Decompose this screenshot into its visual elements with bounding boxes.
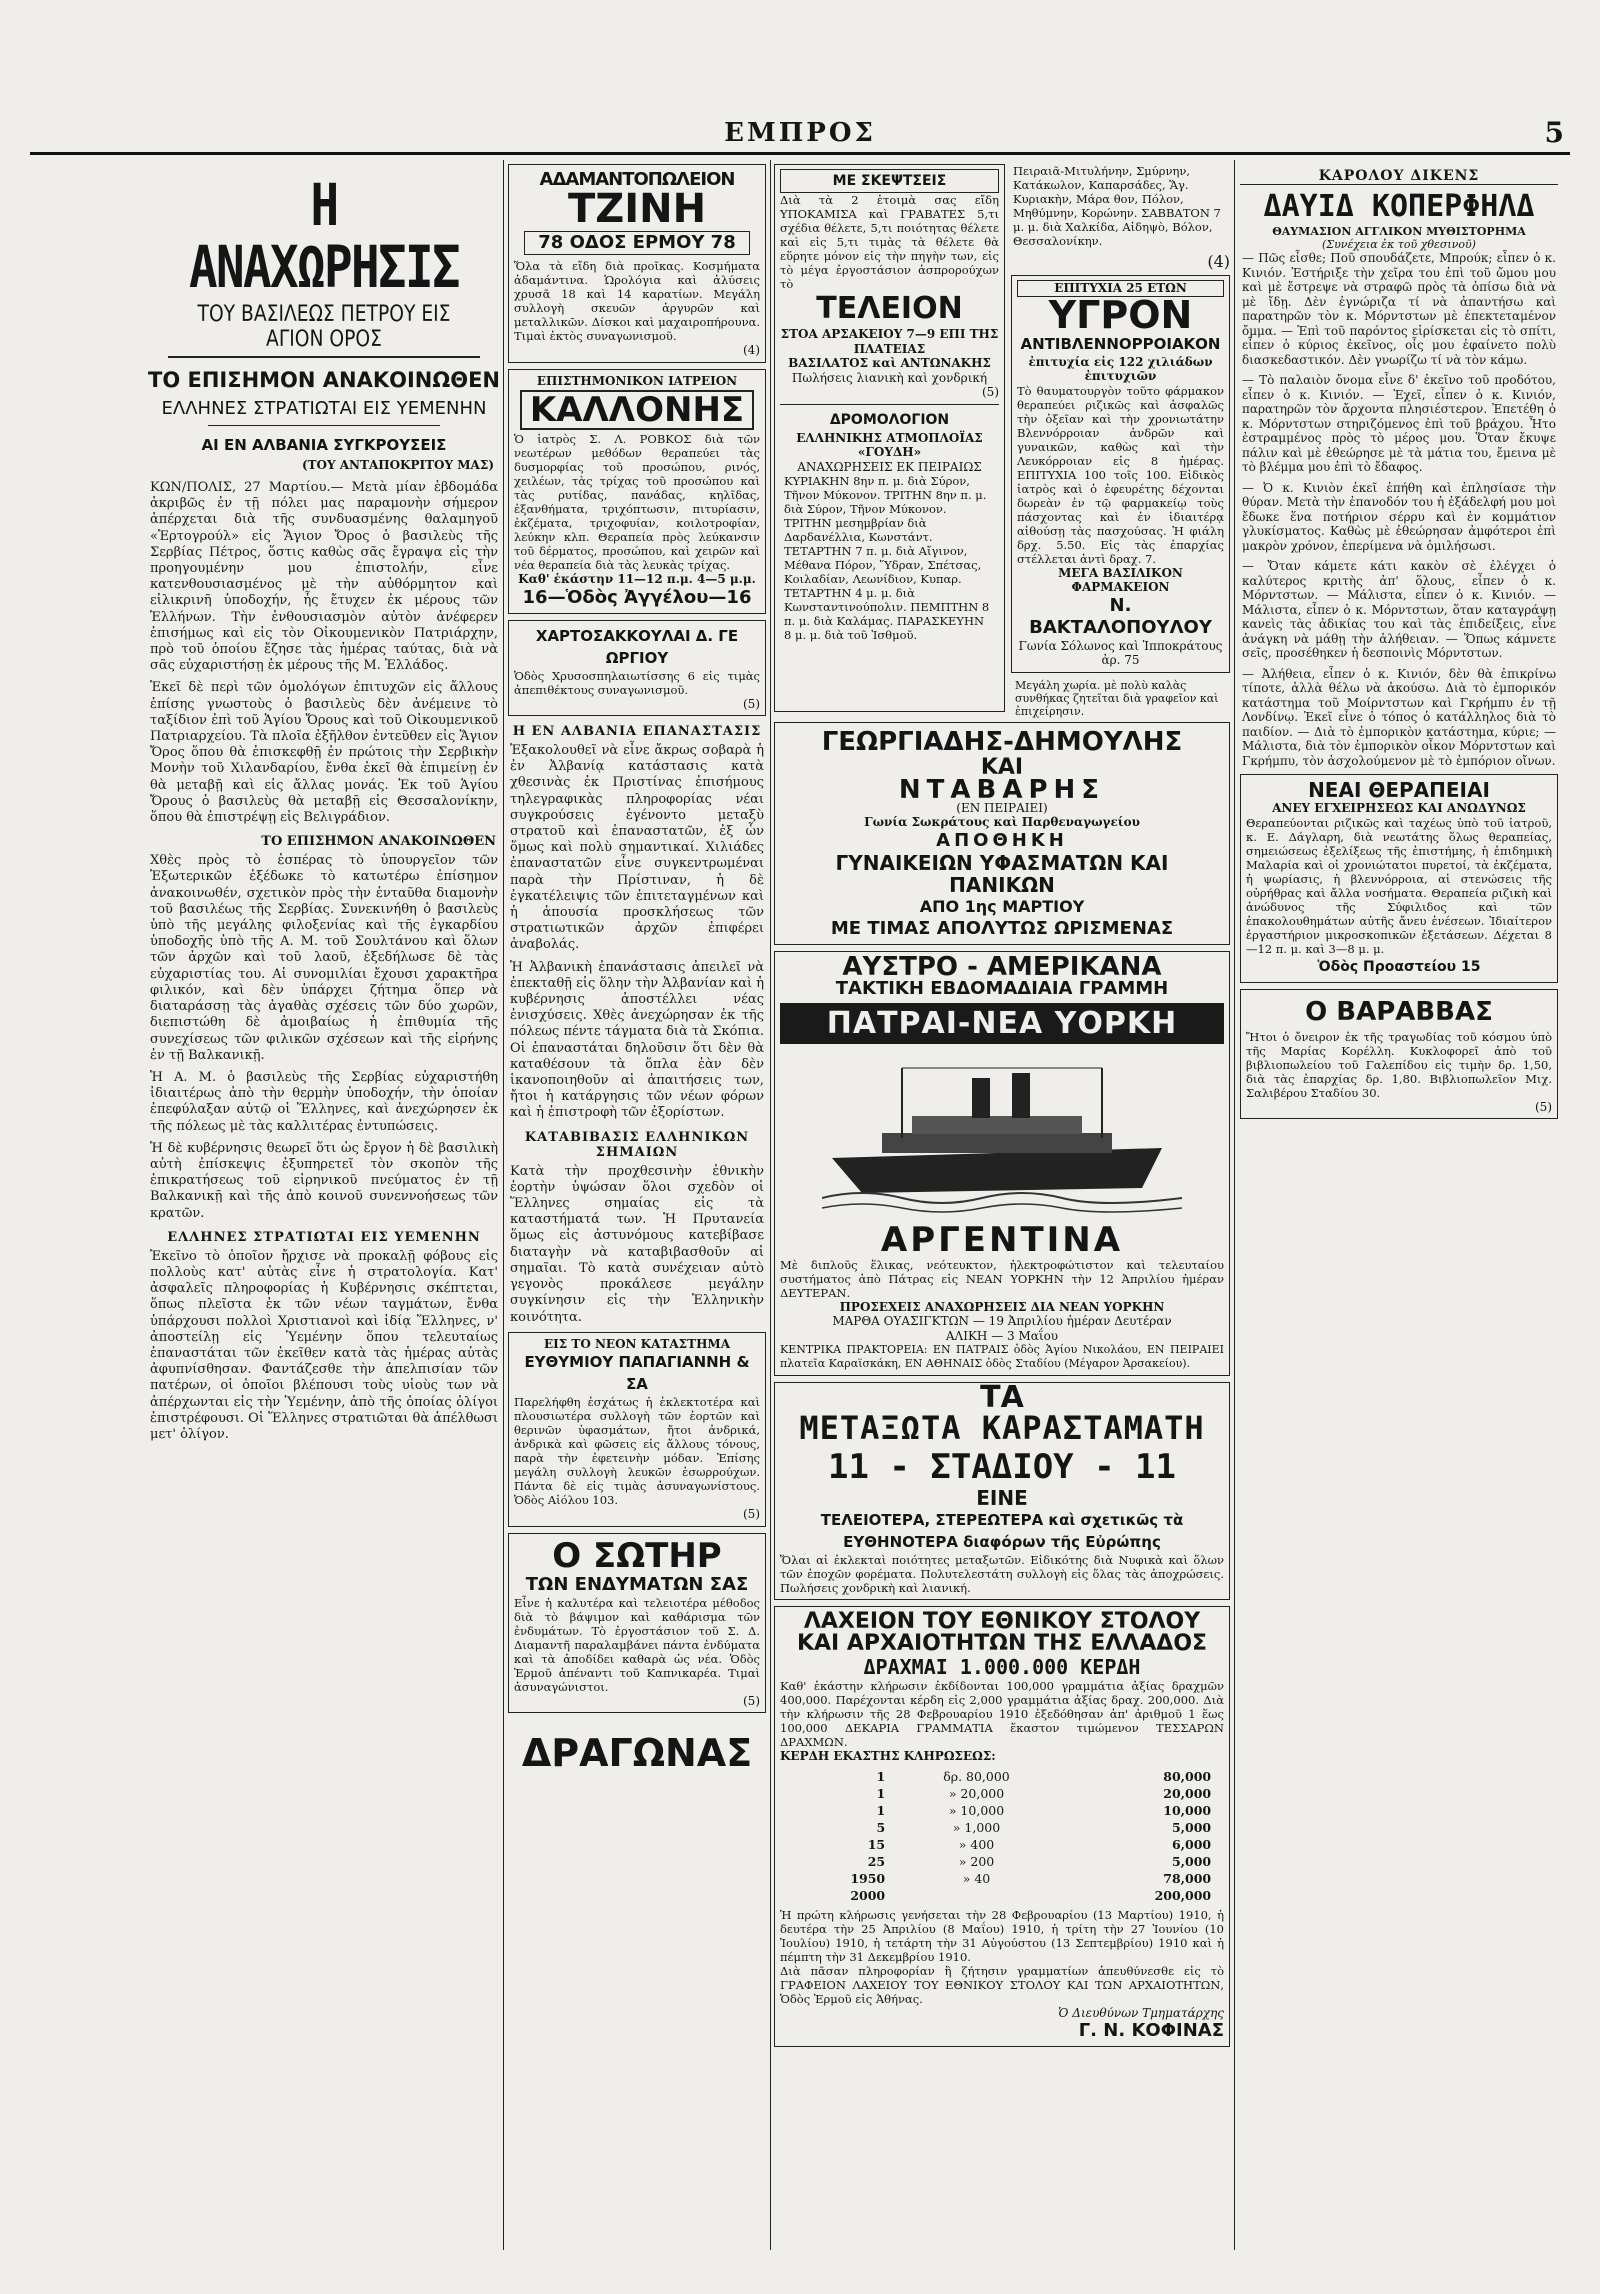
section-title-yemen: ΕΛΛΗΝΕΣ ΣΤΡΑΤΙΩΤΑΙ ΕΙΣ ΥΕΜΕΝΗΝ [167, 1229, 481, 1245]
ad-line: ΓΥΝΑΙΚΕΙΩΝ ΥΦΑΣΜΑΤΩΝ ΚΑΙ ΠΑΝΙΚΩΝ [835, 850, 1169, 897]
ad-subheading: ΤΩΝ ΕΝΔΥΜΑΤΩΝ ΣΑΣ [525, 1573, 749, 1595]
ad-text: Θεραπεύονται ριζικῶς καὶ ταχέως ὑπὸ τοῦ ἰατροῦ, κ. Ε. Δάγλαρη, διὰ νεωτάτης ὅλως θεραπείας, σημειώσεως ἐξελίξεως τῆς ἐπιστήμης, ἡ ἐπιδημικὴ Μαλαρία καὶ οἱ χρονιώτατοι πυρετοί, τὰ ἐκζέματα, ἡ ψωρίασις, ἡ βλεννόρροια, αἱ στενώσεις τῆς οὐρήθρας καὶ ἄλλα νοσήματα. Θεραπεία ριζικὴ καὶ ἀνώδυνος τῆς Σύφιλιδος καὶ τῶν ἐπακολουθημάτων αὐτῆς ἄνευ ἐνέσεων. Ἰδιαίτερον ἐργαστήριον μικροσκοπικῶν ἐξετάσεων. Δέχεται 8—12 π. μ. καὶ 3—8 μ. μ. [1246, 815, 1552, 956]
ad-ygron-medicine [1011, 275, 1230, 673]
ad-heading: ΕΠΙΣΤΗΜΟΝΙΚΟΝ ΙΑΤΡΕΙΟΝ [536, 373, 738, 388]
column-divider [1234, 160, 1235, 2250]
ad-route: ΠΑΤΡΑΙ-ΝΕΑ ΥΟΡΚΗ [780, 1003, 1224, 1044]
ad-eine: ΕΙΝΕ [976, 1486, 1028, 1510]
serial-paragraph: — Τὸ παλαιὸν ὄνομα εἶνε δ' ἐκεῖνο τοῦ προδότου, εἶπεν ὁ κ. Κινιόν. — Ἐχεῖ, εἶπεν ὁ κ. Κινιόν, παρατηρῶν τὸν ἄρχοντα πλησιέστερον. Ἐπετέθη ὁ κ. Μόρντστων στηριζόμενος ἐπὶ τοῦ βράχου. Ἦτο ἐστραμμένος πρὸς τὸ μέρος μου. Ὅταν ἔκυψε πάλιν καὶ μὲ ἐθεώρησε μὲ τὰ μάτια του, ἔμεινα μὲ τὸ βλέμμα μου ἐπὶ τὸ ἔδαφος. [1242, 373, 1556, 474]
schedule-company: ΕΛΛΗΝΙΚΗΣ ΑΤΜΟΠΛΟΪΑΣ «ΓΟΥΔΗ» [796, 430, 983, 459]
ad-heading: ΤΑ [980, 1380, 1024, 1415]
ad-owners: ΒΑΣΙΛΑΤΟΣ καὶ ΑΝΤΩΝΑΚΗΣ [788, 356, 991, 370]
ad-national-fleet-lottery [774, 1606, 1230, 2047]
ad-text: Ὁδὸς Χρυσοσπηλαιωτίσσης 6 εἰς τιμὰς ἀπεπιθέκτους συναγωνισμοῦ. [514, 668, 760, 697]
ad-heading: ΜΕ ΣΚΕΨΤΣΕΙΣ [780, 169, 999, 193]
schedule-text-continued: Πειραιᾶ-Μιτυλήνην, Σμύρνην, Κατάκωλον, Καπαρσάδες, Ἅγ. Κυριακὴν, Μάρα θον, Πόλον, Μηθύμνην, Κορώνην. ΣΑΒΒΑΤΟΝ 7 μ. μ. διὰ Χαλκίδα, Αἰδηψὸ, Βόλον, Θεσσαλονίκην. [1013, 164, 1221, 248]
ad-location: (ΕΝ ΠΕΙΡΑΙΕΙ) [956, 800, 1048, 815]
prize-total: 78,000 [1163, 1870, 1212, 1886]
article-paragraph: Ἡ Α. Μ. ὁ βασιλεὺς τῆς Σερβίας εὐχαριστήθη ἰδιαιτέρως ἀπὸ τὴν θερμὴν ὑποδοχήν, τὴν ὁποίαν ἐπεφύλαξαν αὐτῷ οἱ Ἕλληνες, καὶ ἀνεχώρησεν ἐκ τῆς πόλεως μὲ τὰς καλλιτέρας ἐντυπώσεις. [150, 1069, 498, 1134]
subheadline-king-peter: ΤΟΥ ΒΑΣΙΛΕΩΣ ΠΕΤΡΟΥ ΕΙΣ ΑΓΙΟΝ ΟΡΟΣ [197, 302, 451, 352]
ad-number: (5) [743, 1507, 760, 1522]
section-title-official: ΤΟ ΕΠΙΣΗΜΟΝ ΑΝΑΚΟΙΝΩΘΕΝ [261, 834, 496, 850]
prize-count: 1 [876, 1785, 886, 1801]
ad-number: (4) [743, 343, 760, 357]
prize-total-count: 2000 [850, 1887, 886, 1903]
article-paragraph: ΚΩΝ/ΠΟΛΙΣ, 27 Μαρτίου.— Μετὰ μίαν ἑβδομάδα ἀκριβῶς ἐν τῇ πόλει μας παραμονὴν σήμερον ἀπέρχεται διὰ τῆς συνδυασμένης θαλαμηγοῦ «Ἐρτογρούλ» εἰς Ἅγιον Ὄρος ὁ βασιλεὺς τῆς Σερβίας Πέτρος, ὅστις καθὼς σᾶς ἔγραψα εἰς τὴν προηγουμένην μου ἐπιστολήν, εἶνε κατενθουσιασμένος μὲ τὴν αὐθόρμητον καὶ εἰλικρινῆ ὑποδοχήν, ἧς ἔτυχεν ἐκ μέρους τῶν Ἑλλήνων. Τὴν ἐνθουσιασμὸν αὐτὸν ἀνέφερεν ἐπισήμως καὶ εἰς τὸν Οἰκουμενικὸν Πατριάρχην, πρὸ τοῦ ὁποίου ἔζησε τὰς ἡμέρας ταύτας, διὰ νὰ σᾶς εὐχαριστήσῃ ἐκ μέρους τῆς Μ. Ἐλλάδος. [150, 480, 498, 674]
article-paragraph: Ἐκεῖ δὲ περὶ τῶν ὁμολόγων ἐπιτυχῶν εἰς ἄλλους ἐπίσης γνωστοὺς ὁ βασιλεὺς δὲν ἀνέμεινε τὸ ταξίδιον ἐπὶ τοῦ Ἁγίου Ὄρους καὶ τοῦ Οἰκουμενικοῦ Πατριαρχείου. Τὰ πλοῖα ἐξῆλθον ἐντεῦθεν εἰς Ἅγιον Ὄρος ὅπου θὰ ἐπισκεφθῇ ἐν πρώτοις τὴν Σερβικὴν Μονὴν τοῦ Χιλανδαρίου, ἔνθα ἐκεῖ θὰ ἐπιμείνῃ ἐν θὰ μεταβῇ καὶ εἰς ἄλλας μονάς. Ἐκ τοῦ Ἁγίου Ὄρους ὁ βασιλεὺς θὰ μεταβῇ εἰς Θεσσαλονίκην, ὅπου θὰ ἐπιστρέψῃ εἰς Βελιγράδιον. [150, 680, 498, 826]
ad-paper-bags [508, 620, 766, 717]
ad-brand: ΜΕΤΑΞΩΤΑ ΚΑΡΑΣΤΑΜΑΤΗ [799, 1409, 1205, 1447]
ad-text: Ὁ ἰατρὸς Σ. Λ. ΡΟΒΚΟΣ διὰ τῶν νεωτέρων μεθόδων θεραπεύει τὰς δυσμορφίας τοῦ προσώπου, ρινός, χειλέων, τὰς τρίχας τοῦ προσώπου καὶ τὰς ρυτίδας, πανάδας, κηλῖδας, ἐξανθήματα, τριχόπτωσιν, πιτυρίασιν, ἐκζέματα, τριχοφυίαν, κοιλοτροφίαν, λεύκην κλπ. Θεραπεία πρὸς λεύκανσιν τοῦ δέρματος, προσώπου, καὶ χειρῶν καὶ νέα θεραπεία διὰ τὰς λευκὰς τρίχας. [514, 432, 760, 572]
ad-brand: Ο ΒΑΡΑΒΒΑΣ [1305, 996, 1493, 1027]
ad-heading: ΛΑΧΕΙΟΝ ΤΟΥ ΕΘΝΙΚΟΥ ΣΤΟΛΟΥ [803, 1609, 1201, 1634]
ad-tzinis-jewelry [508, 164, 766, 363]
prize-amount: » 40 [962, 1870, 991, 1886]
prize-count: 5 [876, 1819, 886, 1835]
article-paragraph: Κατὰ τὴν προχθεσινὴν ἐθνικὴν ἑορτὴν ὑψώσαν ὅλοι σχεδὸν οἱ Ἕλληνες σημαίας εἰς τὰ καταστήματά των. Ἡ Πρυτανεία ὅμως εἰς ἀστυνόμους κατεβίβασε διαταγὴν νὰ καταβιβασθοῦν αἱ σημαῖαι. Τὸ κατὰ συνέχειαν αὐτὸ γεγονὸς προκάλεσε μεγάλην συγκίνησιν εἰς τὴν Ἑλληνικὴν κοινότητα. [510, 1163, 764, 1325]
ad-brand: ΕΥΘΥΜΙΟΥ ΠΑΠΑΓΙΑΝΝΗ & ΣΑ [524, 1353, 750, 1394]
prize-amount: » 200 [958, 1853, 995, 1869]
ad-address: ΣΤΟΑ ΑΡΣΑΚΕΙΟΥ 7—9 ΕΠΙ ΤΗΣ ΠΛΑΤΕΙΑΣ [780, 327, 999, 356]
ad-new-therapies [1240, 774, 1558, 983]
ad-number: (5) [743, 1693, 760, 1708]
ad-line: ΕΥΘΗΝΟΤΕΡΑ διαφόρων τῆς Εὐρώπης [843, 1533, 1161, 1551]
article-paragraph: Ἐκεῖνο τὸ ὁποῖον ἤρχισε νὰ προκαλῇ φόβους εἰς πολλοὺς κατ' αὐτὰς εἶνε ἡ στρατολογία. Κατ' ἀσφαλεῖς πληροφορίας ἡ Κυβέρνησις σκέπτεται, ὅπως πλεῖστα ἐκ τῶν νέων ταγμάτων, ἔνθα ὑπάρχουσι πολλοὶ Χριστιανοὶ καὶ ἰδίᾳ Ἕλληνες, ν' ἀποστείλῃ εἰς Ὑεμένην ὅπου τελευταίως ἐπαναστάται τῶν ἐκεῖθεν κατὰ τὰς ἡμέρας αὐτὰς ἀφυπνίσθησαν. Φαντάζεσθε τὴν ἀπελπισίαν τῶν πατέρων, οἱ ὁποῖοι βλέπουσι τοὺς υἱοὺς των νὰ ἀπέρχωνται εἰς τὴν Ὑεμένην, ἀπὸ τῆς ὁποίας ὀλίγοι ἐπιστρέφουσι. Οἱ Ἕλληνες στρατιῶται θὰ ἀπέλθωσι μετ' ὀλίγον. [150, 1248, 498, 1442]
prize-total: 6,000 [1171, 1836, 1212, 1852]
top-row [774, 160, 1230, 718]
prize-row [789, 1870, 1215, 1887]
ad-subheading: ΤΑΚΤΙΚΗ ΕΒΔΟΜΑΔΙΑΙΑ ΓΡΑΜΜΗ [835, 977, 1169, 999]
main-headline: Η ΑΝΑΧΩΡΗΣΙΣ [189, 171, 459, 301]
column-divider [503, 160, 504, 2250]
prize-total: 10,000 [1163, 1802, 1212, 1818]
ad-departure: ΑΛΙΚΗ — 3 Μαΐου [945, 1328, 1059, 1343]
serial-subtitle: ΘΑΥΜΑΣΙΟΝ ΑΓΓΛΙΚΟΝ ΜΥΘΙΣΤΟΡΗΜΑ [1272, 225, 1526, 238]
serial-paragraph: — Ὀ κ. Κινιὸν ἐκεῖ ἐπήθη καὶ ἐπλησίασε τὴν θύραν. Μετὰ τὴν ἐπανοδόν του ἡ ἐξάδελφή μου μοὶ ἔδωκε ἕνα ποτήριον σέρρυ καὶ ἐν κομμάτιον γλυκίσματος. Καθὼς μὲ ἐθεώρησαν ἀμφότεροι ἐπὶ μακρὸν χρόνον, ἐπερίμενα νὰ ὁμιλήσωσι. [1242, 480, 1556, 553]
ad-barabbas-book [1240, 989, 1558, 1120]
ad-heading: ΕΙΣ ΤΟ ΝΕΟΝ ΚΑΤΑΣΤΗΜΑ [543, 1336, 731, 1351]
ad-heading: ΝΕΑΙ ΘΕΡΑΠΕΙΑΙ [1308, 778, 1490, 802]
prize-amount: » 1,000 [952, 1819, 1001, 1835]
ad-address: Γωνία Σόλωνος καὶ Ἱπποκράτους ἀρ. 75 [1018, 638, 1223, 667]
column-1 [148, 160, 500, 2250]
schedule-text: ΚΥΡΙΑΚΗΝ 8ην π. μ. διὰ Σύρον, Τῆνον Μύκονον. ΤΡΙΤΗΝ 8ην π. μ. διὰ Σύρον, Τῆνον Μύκονον. ΤΡΙΤΗΝ μεσημβρίαν διὰ Δαρδανέλλια, Κωνστάντ. ΤΕΤΑΡΤΗΝ 7 π. μ. διὰ Αἴγινον, Μέθανα Πόρον, Ὕδραν, Σπέτσας, Κοιλαδίαν, Λεωνίδιον, Κυπαρ. ΤΕΤΑΡΤΗΝ 4 μ. μ. διὰ Κωνσταντινούπολιν. ΠΕΜΠΤΗΝ 8 π. μ. διὰ Καλάμας. ΠΑΡΑΣΚΕΥΗΝ 8 μ. μ. διὰ τοῦ Ἰσθμοῦ. [784, 474, 990, 642]
ad-text: Καθ' ἑκάστην κλήρωσιν ἐκδίδονται 100,000 γραμμάτια ἀξίας δραχμῶν 400,000. Παρέχονται κέρδη εἰς 2,000 γραμμάτια ἀξίας δραχ. 200,000. Διὰ τὴν κλήρωσιν τῆς 28 Φεβρουαρίου 1910 ἐξεδόθησαν ἀπ' ἀριθμοῦ 1 ἕως 100,000 ΔΕΚΑΡΙΑ ΓΡΑΜΜΑΤΙΑ ἕκαστον τιμώμενον ΤΕΣΣΑΡΩΝ ΔΡΑΧΜΩΝ. [780, 1679, 1224, 1749]
prize-amount: » 400 [958, 1836, 995, 1852]
ad-note: Πωλήσεις λιανικὴ καὶ χονδρική [791, 370, 988, 385]
serial-continued: (Συνέχεια ἐκ τοῦ χθεσινοῦ) [1322, 238, 1476, 251]
ad-number: (5) [982, 385, 999, 399]
ad-line: ΑΠΟΘΗΚΗ [936, 829, 1068, 851]
ad-brand: ΑΥΣΤΡΟ - ΑΜΕΡΙΚΑΝΑ [842, 951, 1162, 982]
subheadline-albania-clashes: ΑΙ ΕΝ ΑΛΒΑΝΙΑ ΣΥΓΚΡΟΥΣΕΙΣ [201, 436, 447, 454]
ad-signatory-title: Ὁ Διευθύνων Τμηματάρχης [1058, 2005, 1224, 2020]
prize-count: 15 [867, 1836, 886, 1852]
prize-total-row [789, 1887, 1215, 1904]
article-paragraph: Ἐξακολουθεῖ νὰ εἶνε ἄκρως σοβαρὰ ἡ ἐν Ἀλβανίᾳ κατάστασις κατὰ χθεσινὰς ἐκ Πριστίνας ἐπισήμους τηλεγραφικὰς πληροφορίας νέαι συγκρούσεις ἐγένοντο μεταξὺ στρατοῦ καὶ ἐπαναστατῶν, ἐξ ὧν ὅμως καὶ πολὺ σημαντικαί. Χιλιάδες ἐπαναστατῶν εἶνε συγκεντρωμέναι παρὰ τὴν Πρίστιναν, ἡ δὲ ἐγκατέλειψις τῶν ἐπιτεταγμένων καὶ ἡ ἀπουσία προσκλήσεως τῶν στρατιωτικῶν ἀρχῶν ἐπιφέρει ἀναβολάς. [510, 743, 764, 953]
ad-heading: ΑΔΑΜΑΝΤΟΠΩΛΕΙΟΝ [539, 169, 735, 190]
ad-line: ΤΕΛΕΙΟΤΕΡΑ, ΣΤΕΡΕΩΤΕΡΑ καὶ σχετικῶς τὰ [820, 1511, 1184, 1529]
ad-karastamatis-silks [774, 1382, 1230, 1600]
prize-total-value: 200,000 [1154, 1887, 1212, 1903]
prize-row [789, 1768, 1215, 1785]
prize-count: 1 [876, 1802, 886, 1818]
article-paragraph: Χθὲς πρὸς τὸ ἑσπέρας τὸ ὑπουργεῖον τῶν Ἐξωτερικῶν ἐξέδωκε τὸ κατωτέρω ἐπίσημον ἀνακοινωθέν, σχετικὸν πρὸς τὴν ἐνταῦθα διαμονὴν τοῦ βασιλέως τῆς Σερβίας. Συνεκινήθη ὁ βασιλεὺς ὑπὸ τῆς μεγάλης φιλοξενίας καὶ τῆς ἐγκαρδίου ὑποδοχῆς ὑπὸ τῆς Α. Μ. τοῦ Σουλτάνου καὶ ὅλων τῶν ἀρχῶν καὶ τοῦ λαοῦ, ἐξεδήλωσε δὲ τὰς εὐχαριστίας του. Αἱ συνομιλίαι ἔχουσι χαρακτῆρα φιλικόν, καὶ δὲν ὑπάρχει ζήτημα ὅπερ νὰ διαταράσσῃ τὰς ἀγαθὰς σχέσεις τῶν δύο χωρῶν, διεπιστώθη δὲ ἀμοιβαίως ἡ ἐπιθυμία τῆς συνεχίσεως τῶν φιλικῶν σχέσεων καὶ τῆς εἰρήνης ἐν τῇ Βαλκανικῇ. [150, 853, 498, 1063]
ad-brand-2: ΝΤΑΒΑΡΗΣ [898, 774, 1106, 805]
ad-departure: ΜΑΡΘΑ ΟΥΑΣΙΓΚΤΩΝ — 19 Ἀπριλίου ἡμέραν Δευτέραν [832, 1314, 1172, 1328]
prize-row [789, 1785, 1215, 1802]
ad-text: Παρελήφθη ἐσχάτως ἡ ἐκλεκτοτέρα καὶ πλουσιωτέρα συλλογὴ τῶν ἑορτῶν καὶ θερινῶν ὑφασμάτων, ἤτοι ἀνδρικά, ἀνδρικὰ καὶ φῶσεις εἰς ἄλλους τόνους, παρὰ τὴν ἐφετεινὴν μόδαν. Ἐπίσης μεγάλη συλλογὴ λευκῶν ἐσωρρούχων. Πάντα δὲ εἰς τιμὰς ἀσυναγωνίστους. Ὁδὸς Αἰόλου 103. [514, 1395, 760, 1508]
ad-brand: ΚΑΛΛΟΝΗΣ [520, 390, 754, 430]
column-3 [774, 160, 1230, 2250]
ad-text: Ὅλα τὰ εἴδη διὰ προῖκας. Κοσμήματα ἀδαμάντινα. Ὡρολόγια καὶ ἀλύσεις χρυσᾶ 18 καὶ 14 καρατίων. Μεγάλη συλλογὴ σκευῶν ἀργυρῶν καὶ μεταλλικῶν. Δίσκοι καὶ μαχαιροπήρουνα. Τιμαὶ ἐκτὸς συναγωνισμοῦ. [514, 259, 760, 343]
prize-total: 5,000 [1171, 1819, 1212, 1835]
ad-austro-americana [774, 951, 1230, 1377]
ad-text: Ἤτοι ὁ ὄνειρον ἐκ τῆς τραγωδίας τοῦ κόσμου ὑπὸ τῆς Μαρίας Κορέλλη. Κυκλοφορεῖ ἀπὸ τοῦ βιβλιοπωλείου τοῦ Γαλεπίδου εἰς τιμὴν δρ. 1,50, διὰ τὰς ἐπαρχίας δρ. 1,80. Βιβλιοπωλεῖον Μιχ. Σαλιβέρου Σταδίου 30. [1246, 1029, 1552, 1100]
article-paragraph: Ἡ δὲ κυβέρνησις θεωρεῖ ὅτι ὡς ἔργον ἡ δὲ βασιλικὴ αὐτὴ ἐπίσκεψις ἐξυπηρετεῖ τὸν σκοπὸν τῆς ἐπικρατήσεως τοῦ εἰρηνικοῦ πνεύματος ἐν τῇ Βαλκανικῇ καὶ τῆς ἀπὸ κοινοῦ συνεννοήσεως τῶν κρατῶν. [150, 1140, 498, 1221]
ad-heading: ΕΠΙΤΥΧΙΑ 25 ΕΤΩΝ [1017, 280, 1224, 297]
ad-subheading: ΑΝΤΙΒΛΕΝΝΟΡΡΟΙΑΚΟΝ [1020, 334, 1221, 353]
prize-total: 80,000 [1163, 1768, 1212, 1784]
ad-owner: Ν. ΒΑΚΤΑΛΟΠΟΥΛΟΥ [1029, 594, 1212, 638]
ad-text: Διὰ τὰ 2 ἑτοιμὰ σας εἴδη ΥΠΟΚΑΜΙΣΑ καὶ ΓΡΑΒΑΤΕΣ 5,τι σχέδια θέλετε, 5,τι ποιότητας θέλετε καὶ εἰς 5,τι τιμὰς τὰ θέλετε θὰ εὕρητε μόνον εἰς τὴν πηγὴν των, εἰς τὸ μέγα ἐργοστάσιον ἀσπρορούχων τὸ [780, 193, 999, 291]
ad-address: 16—Ὁδὸς Ἀγγέλου—16 [522, 586, 752, 608]
ad-brand: ΤΖΙΝΗ [567, 186, 707, 232]
section-title-albania-revolt: Η ΕΝ ΑΛΒΑΝΙΑ ΕΠΑΝΑΣΤΑΣΙΣ [512, 724, 762, 739]
prize-count: 1 [876, 1768, 886, 1784]
ad-teleion-shirts [774, 164, 1005, 712]
prize-table [789, 1768, 1215, 1904]
column-divider [770, 160, 771, 2250]
schedule-subtitle: ΑΝΑΧΩΡΗΣΕΙΣ ΕΚ ΠΕΙΡΑΙΩΣ [797, 459, 982, 474]
byline: (ΤΟΥ ΑΝΤΑΠΟΚΡΙΤΟΥ ΜΑΣ) [301, 458, 494, 472]
ad-note: Μεγάλη χωρία. μὲ πολὺ καλὰς συνθήκας ζητεῖται διὰ γραφεῖον καὶ ἐπιχείρησιν. [1015, 678, 1219, 718]
prize-row [789, 1802, 1215, 1819]
section-title-flags: ΚΑΤΑΒΙΒΑΣΙΣ ΕΛΛΗΝΙΚΩΝ ΣΗΜΑΙΩΝ [524, 1129, 750, 1160]
serial-author: ΚΑΡΟΛΟΥ ΔΙΚΕΝΣ [1240, 168, 1558, 185]
ad-text: Εἶνε ἡ καλυτέρα καὶ τελειοτέρα μέθοδος διὰ τὸ βάψιμον καὶ καθάρισμα τῶν ἐνδυμάτων. Τὸ ἐργοστάσιον τοῦ Σ. Δ. Διαμαντῆ παραλαμβάνει πάντα ἐνδύματα καὶ τὰ ἀποδίδει καθαρὰ ὡς νέα. Ὁδὸς Ἑρμοῦ ἀπέναντι τοῦ Καπνικαρέα. Τιμαὶ ἀσυναγώνιστοι. [514, 1595, 760, 1694]
serial-title: ΔΑΥΙΔ ΚΟΠΕΡΦΗΛΔ [1263, 189, 1535, 224]
ad-address: 11 - ΣΤΑΔΙΟΥ - 11 [828, 1447, 1176, 1487]
ad-text: Τὸ θαυματουργὸν τοῦτο φάρμακον θεραπεύει ριζικῶς καὶ ἀσφαλῶς τὴν ὀξεῖαν καὶ τὴν χρονιωτάτην Βλεννόρροιαν ἀνδρῶν καὶ γυναικῶν, καθὼς καὶ τὴν Λευκόρροιαν εἰς 8 ἡμέρας. ΕΠΙΤΥΧΙΑ 100 τοῖς 100. Εἰδικὸς ἰατρὸς καὶ ὁ ἐφευρέτης δέχονται δωρεὰν ἐν τῷ φαρμακείῳ τοὺς πάσχοντας καὶ ἐν ἰδιαιτέρᾳ αἰθούσῃ τὰς πασχούσας. Ἡ φιάλη δρχ. 5.50. Εἰς τὰς ἐπαρχίας στέλλεται ἀντὶ δραχ. 7. [1017, 383, 1224, 566]
ad-text: Ὅλαι αἱ ἐκλεκταὶ ποιότητες μεταξωτῶν. Εἰδικότης διὰ Νυφικὰ καὶ ὅλων τῶν ἐποχῶν φορέματα. Πολυτελεστάτη συλλογὴ εἰς ὅλας τὰς ἀποχρώσεις. Πωλήσεις χονδρικὴ καὶ λιανική. [780, 1553, 1224, 1595]
ad-text: Διὰ πᾶσαν πληροφορίαν ἢ ζήτησιν γραμματίων ἀπευθύνεσθε εἰς τὸ ΓΡΑΦΕΙΟΝ ΛΑΧΕΙΟΥ ΤΟΥ ΕΘΝΙΚΟΥ ΣΤΟΛΟΥ ΚΑΙ ΤΩΝ ΑΡΧΑΙΟΤΗΤΩΝ, Ὁδὸς Ἑρμοῦ εἰς Ἀθήνας. [780, 1963, 1224, 2006]
ad-pharmacy: ΜΕΓΑ ΒΑΣΙΛΙΚΟΝ ΦΑΡΜΑΚΕΙΟΝ [1058, 565, 1183, 594]
prize-amount: δρ. 80,000 [943, 1768, 1010, 1784]
ad-number: (5) [1535, 1099, 1552, 1114]
article-paragraph: Ἡ Ἀλβανικὴ ἐπανάστασις ἀπειλεῖ νὰ ἐπεκταθῇ εἰς ὅλην τὴν Ἀλβανίαν καὶ ἡ κυβέρνησις ἀποστέλλει νέας ἐνισχύσεις. Χθὲς ἀνεχώρησαν ἐκ τῆς πόλεως πέντε τάγματα διὰ τὰ Σκόπια. Οἱ ἐπαναστάται δηλοῦσιν ὅτι δὲν θὰ καταθέσουν τὰ ὅπλα ἐὰν δὲν ἱκανοποιηθοῦν αἱ ἀπαιτήσεις των, ἤτοι ἡ κατάργησις τῶν νέων φόρων καὶ ἡ ἐπιστροφὴ τῶν ἐξορίστων. [510, 959, 764, 1121]
ad-table-title: ΚΕΡΔΗ ΕΚΑΣΤΗΣ ΚΛΗΡΩΣΕΩΣ: [780, 1749, 996, 1763]
column-2 [508, 160, 766, 2250]
ad-brand: ΥΓΡΟΝ [1048, 292, 1193, 337]
prize-amount: » 10,000 [948, 1802, 1005, 1818]
ad-tagline: ἐπιτυχία εἰς 122 χιλιάδων ἐπιτυχιῶν [1028, 354, 1213, 383]
ad-address: Γωνία Σωκράτους καὶ Παρθεναγωγείου [864, 815, 1140, 829]
ad-heading-2: ΚΑΙ ΑΡΧΑΙΟΤΗΤΩΝ ΤΗΣ ΕΛΛΑΔΟΣ [796, 1631, 1208, 1656]
ad-number: (4) [1207, 252, 1230, 271]
ad-agency: ΚΕΝΤΡΙΚΑ ΠΡΑΚΤΟΡΕΙΑ: ΕΝ ΠΑΤΡΑΙΣ ὁδὸς Ἁγίου Νικολάου, ΕΝ ΠΕΙΡΑΙΕΙ πλατεῖα Καραϊσκάκη, ΕΝ ΑΘΗΝΑΙΣ ὁδὸς Σταδίου (Μέγαρον Ἀρσακείου). [780, 1343, 1224, 1370]
newspaper-title: ΕΜΠΡΟΣ [724, 118, 876, 148]
subheadline-greek-soldiers: ΕΛΛΗΝΕΣ ΣΤΡΑΤΙΩΤΑΙ ΕΙΣ ΥΕΜΕΝΗΝ [161, 398, 487, 419]
ad-text: Ἡ πρώτη κλήρωσις γενήσεται τὴν 28 Φεβρουαρίου (13 Μαρτίου) 1910, ἡ δευτέρα τὴν 25 Ἀπριλίου (8 Μαΐου) 1910, ἡ τρίτη τὴν 27 Ἰουνίου (10 Ἰουλίου) 1910, ἡ τετάρτη τὴν 31 Αὐγούστου (13 Σεπτεμβρίου) 1910 καὶ ἡ πέμπτη τὴν 31 Δεκεμβρίου 1910. [780, 1907, 1224, 1964]
ad-kai: ΚΑΙ [980, 754, 1024, 780]
ad-brand: ΓΕΩΡΓΙΑΔΗΣ-ΔΗΜΟΥΛΗΣ [821, 726, 1183, 757]
prize-row [789, 1819, 1215, 1836]
serial-paragraph: — Ὄταν κάμετε κάτι κακὸν σὲ ἐλέγχει ὁ καλύτερος κριτὴς ἀπ' ὅλους, εἶπεν ὁ κ. Μόρντστων. — Μάλιστα, εἶπεν ὁ κ. Κινιόν. — Μάλιστα, εἶπεν ὁ κ. Μόρντστων, ὅταν καταγράψῃ κανεὶς τὰς ἀδικίας του καὶ τὰς ἐπιδείξεις, εἶνε ἀνάγκη νὰ μάθῃ τὴν ἀλήθειαν. — Ὅπως κάμνετε σεῖς, προσέθηκεν ἡ δεσποινὶς Μόρντστων. [1242, 559, 1556, 660]
ad-address: 78 ΟΔΟΣ ΕΡΜΟΥ 78 [524, 231, 750, 255]
ad-prize: ΔΡΑΧΜΑΙ 1.000.000 ΚΕΡΔΗ [863, 1655, 1141, 1679]
ad-dragonas: ΔΡΑΓΩΝΑΣ [521, 1731, 753, 1776]
serial-paragraph: — Ἀλήθεια, εἶπεν ὁ κ. Κινιόν, δὲν θὰ ἐπικρίνω τίποτε, ἀλλὰ θέλω νὰ ἀκούσω. Διὰ τὸ ἐμπορικόν κατάστημα τοῦ Μοίρντστων καὶ Γκρήμπυ ἐν τῇ Λονδίνῳ. Ἐκεῖ εἶνε ὁ τόπος ὁ κατάλληλος διὰ τὸ παιδίον. — Διὰ τὸ ἐμπορικὸν κατάστημα, κύριε; — Μάλιστα, διὰ τὸν ἐμπορικὸν οἶκον Μόρντστων καὶ Γκρήμπυ, τὸν ἀσχολούμενον μὲ τὸ ἐμπόριον οἴνων. [1242, 666, 1556, 768]
ad-georgiadis-dimoulis [774, 722, 1230, 945]
serial-paragraph: — Πῶς εἶσθε; Ποῦ σπουδάζετε, Μπρούκ; εἶπεν ὁ κ. Κινιόν. Ἐστήριξε τὴν χεῖρα του ἐπὶ τοῦ ὤμου μου καὶ μὲ ἔστρεψε νὰ στραφῶ πρὸς τὰ ὀπίσω διὰ νὰ μὲ ἴδῃ. Δὲν ἐγνώριζα τί νὰ ἀπαντήσω καὶ παρατηρῶν τὸν κ. Μόρντστων μὲ ἐπεκτεταμένον ὄμμα. — Ἐπὶ τοῦ παρόντος εἰρίσκεται εἰς τὸ σπίτι, εἶπεν ὁ κύριος ἐκεῖνος, οἷς μου ἐφαίνετο πολὺ διασκεδαστικόν. Δὲν γνωρίζω τί νὰ τὸν κάμω. [1242, 251, 1556, 367]
page-number: 5 [1544, 116, 1564, 149]
masthead [30, 118, 1570, 155]
ad-line: ΑΠΟ 1ης ΜΑΡΤΙΟΥ [919, 896, 1085, 916]
ad-ship-name: ΑΡΓΕΝΤΙΝΑ [880, 1219, 1124, 1260]
column-4 [1240, 160, 1558, 2250]
prize-total: 20,000 [1163, 1785, 1212, 1801]
ad-subheading-2: ΠΡΟΣΕΧΕΙΣ ΑΝΑΧΩΡΗΣΕΙΣ ΔΙΑ ΝΕΑΝ ΥΟΡΚΗΝ [839, 1299, 1165, 1314]
ad-brand: ΤΕΛΕΙΟΝ [816, 291, 963, 326]
ad-brand: ΧΑΡΤΟΣΑΚΚΟΥΛΑΙ Δ. ΓΕ ΩΡΓΙΟΥ [535, 626, 739, 667]
ad-brand: Ο ΣΩΤΗΡ [552, 1535, 722, 1576]
prize-count: 25 [867, 1853, 886, 1869]
right-subcolumn [1011, 160, 1230, 718]
prize-row [789, 1836, 1215, 1853]
ad-number: (5) [743, 696, 760, 711]
steamship-icon [822, 1048, 1182, 1218]
ad-line: ΜΕ ΤΙΜΑΣ ΑΠΟΛΥΤΩΣ ΩΡΙΣΜΕΝΑΣ [830, 917, 1174, 939]
prize-row [789, 1853, 1215, 1870]
prize-count: 1950 [850, 1870, 886, 1886]
ad-subheading: ΑΝΕΥ ΕΓΧΕΙΡΗΣΕΩΣ ΚΑΙ ΑΝΩΔΥΝΩΣ [1272, 801, 1526, 815]
subheadline-official-announcement: ΤΟ ΕΠΙΣΗΜΟΝ ΑΝΑΚΟΙΝΩΘΕΝ [148, 368, 500, 392]
prize-total: 5,000 [1171, 1853, 1212, 1869]
schedule-title: ΔΡΟΜΟΛΟΓΙΟΝ [829, 411, 950, 428]
ad-text: Μὲ διπλοῦς ἕλικας, νεότευκτον, ἠλεκτροφώτιστον καὶ τελευταίου συστήματος ἀπὸ Πάτρας εἰς ΝΕΑΝ ΥΟΡΚΗΝ τὴν 12 Ἀπριλίου ἡμέραν ΔΕΥΤΕΡΑΝ. [780, 1257, 1224, 1300]
ad-hours: Καθ' ἑκάστην 11—12 π.μ. 4—5 μ.μ. [518, 572, 756, 586]
ad-beauty-clinic [508, 369, 766, 614]
prize-amount: » 20,000 [948, 1785, 1005, 1801]
ad-o-sotir [508, 1533, 766, 1714]
ad-address: Ὁδὸς Προαστείου 15 [1317, 958, 1481, 975]
ad-papagiannis-store [508, 1332, 766, 1527]
ad-signatory: Γ. Ν. ΚΟΦΙΝΑΣ [1078, 2020, 1224, 2041]
